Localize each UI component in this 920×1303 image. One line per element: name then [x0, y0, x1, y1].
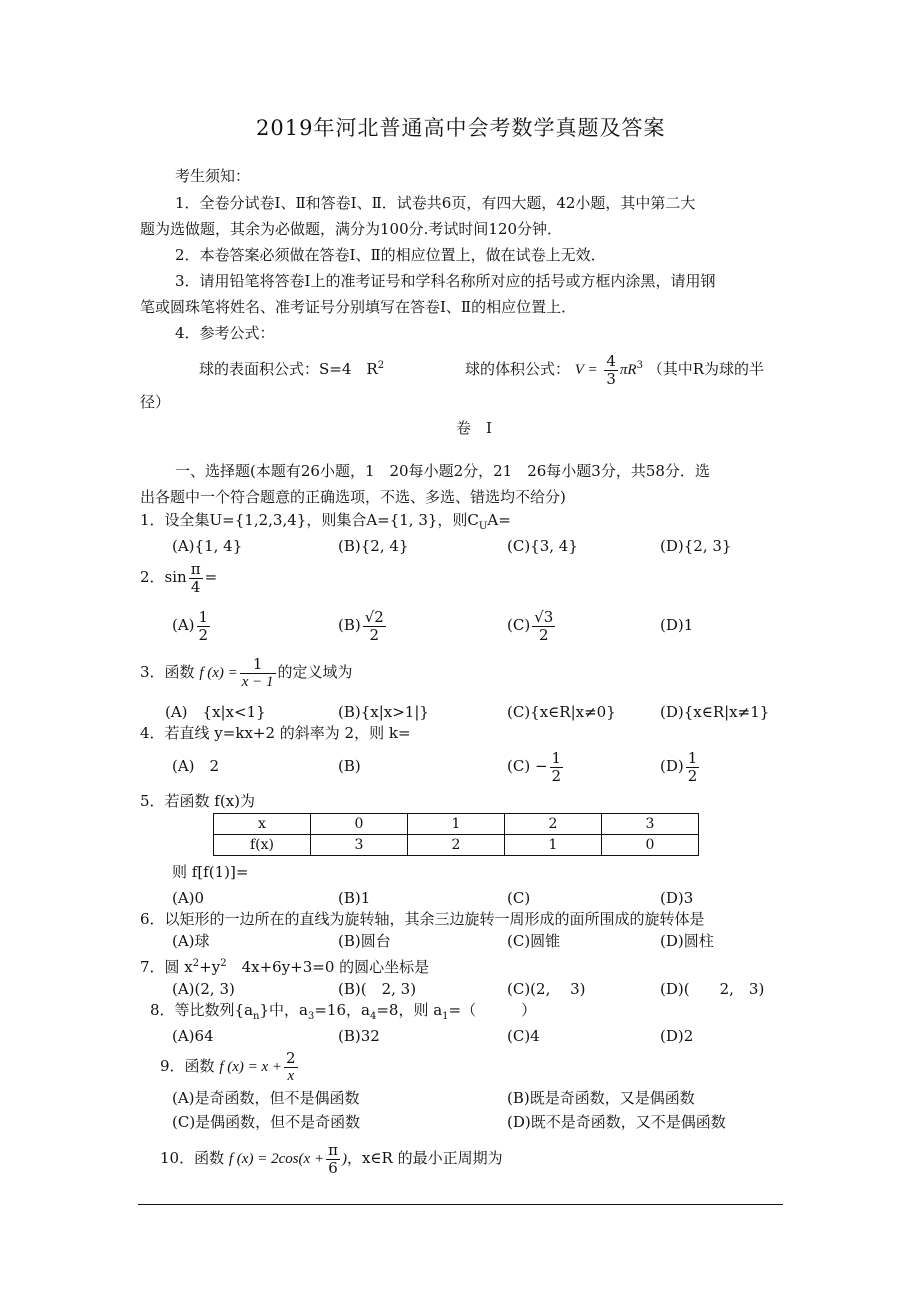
formula-volume-fraction: $\frac{4}{3}$ — [606, 351, 616, 388]
q10-stem: 10．函数 f (x) = 2cos(x + $\frac{\pi}{6}$ )，x∈R 的最小正周期为 — [160, 1140, 503, 1177]
formula-volume-sup: 3 — [636, 360, 643, 371]
q5-stem: 5．若函数 f(x)为 — [140, 792, 256, 810]
formula-surface — [199, 356, 384, 379]
q9-option-b: (B)既是奇函数，又是偶函数 — [507, 1089, 695, 1107]
table-cell: 2 — [408, 835, 505, 856]
q3-option-b: (B){x|x>1|} — [338, 703, 429, 721]
q2-option-c: (C) $\frac{√3}{2}$ — [507, 607, 554, 644]
q1-option-b: (B){2, 4} — [338, 537, 409, 555]
q7-option-d: (D)( 2, 3) — [660, 980, 765, 998]
formula-volume — [465, 344, 764, 392]
notice-heading: 考生须知： — [175, 167, 251, 185]
q5-option-a: (A)0 — [172, 889, 205, 907]
table-cell: x — [214, 814, 311, 835]
notice-line-3: 2．本卷答案必须做在答卷Ⅰ、Ⅱ的相应位置上，做在试卷上无效． — [175, 246, 606, 264]
formula-volume-note-cont: 径） — [140, 393, 171, 411]
table-cell: 3 — [602, 814, 699, 835]
q3-stem: 3．函数 f (x) = $\frac{1}{x - 1}$ 的定义域为 — [140, 654, 353, 690]
notice-line-5: 笔或圆珠笔将姓名、准考证号分别填写在答卷Ⅰ、Ⅱ的相应位置上． — [140, 298, 577, 316]
notice-line-1: 1．全卷分试卷Ⅰ、Ⅱ和答卷Ⅰ、Ⅱ．试卷共6页，有四大题，42小题，其中第二大 — [175, 194, 696, 212]
notice-line-6: 4．参考公式： — [175, 324, 275, 342]
formula-volume-rhs: πR — [619, 362, 637, 378]
section-intro-1: 一、选择题(本题有26小题，1 20每小题2分，21 26每小题3分，共58分．选 — [175, 462, 710, 480]
table-row — [214, 814, 699, 835]
q9-stem: 9．函数 f (x) = x + $\frac{2}{x}$ — [160, 1048, 296, 1084]
q1-stem: 1．设全集U={1,2,3,4}，则集合A={1, 3}，则$C_UA=$ — [140, 511, 511, 532]
q8-option-a: (A)64 — [172, 1027, 214, 1045]
section-title: 卷 Ⅰ — [456, 419, 492, 437]
q2-option-b: (B) $\frac{√2}{2}$ — [338, 607, 384, 644]
q4-stem: 4．若直线 y=kx+2 的斜率为 2，则 k= — [140, 724, 411, 742]
q7-option-a: (A)(2, 3) — [172, 980, 235, 998]
table-cell: 0 — [311, 814, 408, 835]
formula-volume-note: （其中R为球的半 — [647, 360, 765, 378]
q2-option-a: (A) $\frac{1}{2}$ — [172, 607, 209, 644]
q9-option-c: (C)是偶函数，但不是奇函数 — [172, 1113, 361, 1131]
table-cell: 1 — [505, 835, 602, 856]
formula-volume-label: 球的体积公式： — [465, 360, 571, 378]
q5-option-b: (B)1 — [338, 889, 371, 907]
q1-option-d: (D){2, 3} — [660, 537, 732, 555]
q4-option-b: (B) — [338, 757, 361, 775]
q3-option-a: (A) {x|x<1} — [165, 703, 266, 721]
q8-stem: 8．等比数列$\{a_n\}$中，$a_3=16$，$a_4=8$，则 $a_1=$（ ） — [150, 1001, 537, 1022]
table-cell: 0 — [602, 835, 699, 856]
q6-option-c: (C)圆锥 — [507, 932, 561, 950]
table-cell: 2 — [505, 814, 602, 835]
section-intro-2: 出各题中一个符合题意的正确选项，不选、多选、错选均不给分) — [140, 488, 566, 506]
formula-volume-lhs: V = — [574, 362, 598, 378]
q2-stem: 2．sin $\frac{\pi}{4}$ = — [140, 559, 218, 596]
q8-option-d: (D)2 — [660, 1027, 694, 1045]
page-title: 2019年河北普通高中会考数学真题及答案 — [256, 116, 666, 140]
q8-option-c: (C)4 — [507, 1027, 540, 1045]
q7-stem: 7．圆 $x^2+y^2$ 4x+6y+3=0 的圆心坐标是 — [140, 958, 430, 976]
q4-option-d: (D) $\frac{1}{2}$ — [660, 748, 698, 785]
q7-option-b: (B)( 2, 3) — [338, 980, 417, 998]
notice-line-2: 题为选做题，其余为必做题，满分为100分.考试时间120分钟． — [140, 220, 563, 238]
q6-option-b: (B)圆台 — [338, 932, 391, 950]
q8-option-b: (B)32 — [338, 1027, 380, 1045]
q3-option-d: (D){x∈R|x≠1} — [660, 703, 770, 721]
q5-ask: 则 f[f(1)]= — [172, 863, 249, 881]
q6-option-a: (A)球 — [172, 932, 210, 950]
notice-line-4: 3．请用铅笔将答卷Ⅰ上的准考证号和学科名称所对应的括号或方框内涂黑，请用钢 — [175, 272, 716, 290]
table-cell: 3 — [311, 835, 408, 856]
formula-surface-text: 球的表面积公式：S=4 R — [199, 360, 378, 378]
q4-option-c: (C) − $\frac{1}{2}$ — [507, 748, 562, 785]
q5-option-c: (C) — [507, 889, 531, 907]
footer-rule — [138, 1204, 783, 1205]
q3-option-c: (C){x∈R|x≠0} — [507, 703, 616, 721]
q9-option-a: (A)是奇函数，但不是偶函数 — [172, 1089, 360, 1107]
q4-option-a: (A) 2 — [172, 757, 220, 775]
table-cell: 1 — [408, 814, 505, 835]
table-row — [214, 835, 699, 856]
q7-option-c: (C)(2, 3) — [507, 980, 586, 998]
q6-option-d: (D)圆柱 — [660, 932, 714, 950]
q1-option-a: (A){1, 4} — [172, 537, 243, 555]
q9-option-d: (D)既不是奇函数，又不是偶函数 — [507, 1113, 726, 1131]
q2-fraction: $\frac{\pi}{4}$ — [190, 559, 201, 596]
formula-surface-sup: 2 — [377, 360, 385, 371]
q5-function-table — [213, 813, 699, 856]
q5-option-d: (D)3 — [660, 889, 694, 907]
q6-stem: 6．以矩形的一边所在的直线为旋转轴，其余三边旋转一周形成的面所围成的旋转体是 — [140, 910, 705, 928]
table-cell: f(x) — [214, 835, 311, 856]
q1-option-c: (C){3, 4} — [507, 537, 578, 555]
q2-option-d: (D)1 — [660, 616, 694, 634]
